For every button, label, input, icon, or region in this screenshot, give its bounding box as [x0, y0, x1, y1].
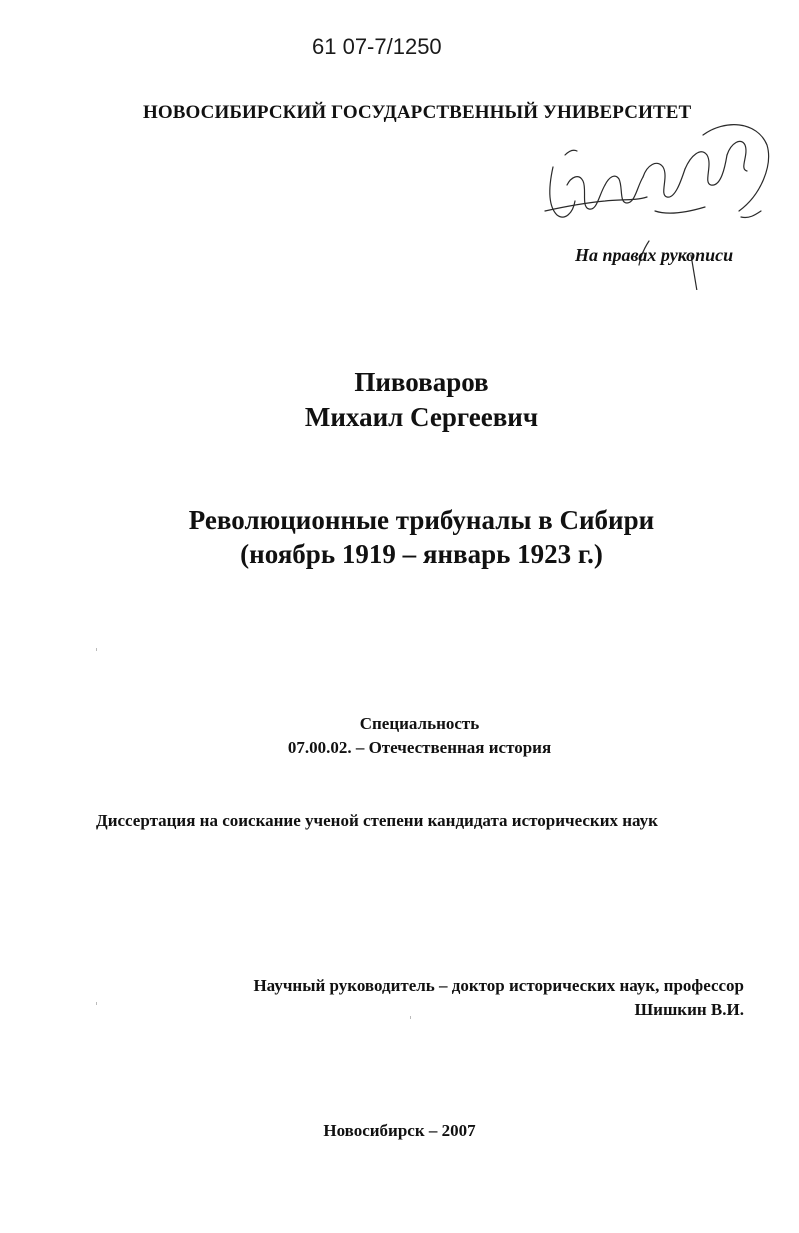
dissertation-degree: Диссертация на соискание ученой степени кандидата исторических наук [96, 811, 658, 830]
scan-speck [410, 1016, 411, 1019]
advisor-name: Шишкин В.И. [634, 1000, 744, 1019]
dissertation-title-line-2: (ноябрь 1919 – январь 1923 г.) [240, 539, 603, 569]
advisor-position: Научный руководитель – доктор исторических наук, профессор [253, 976, 744, 995]
dissertation-title-line-1: Революционные трибуналы в Сибири [188, 505, 655, 535]
city-year: Новосибирск – 2007 [323, 1121, 476, 1140]
speciality-label: Специальность [359, 714, 480, 733]
scan-speck [96, 648, 97, 651]
author-surname: Пивоваров [354, 367, 489, 397]
scan-speck [96, 1002, 97, 1005]
rights-note: На правах рукописи [575, 245, 734, 265]
university-name: НОВОСИБИРСКИЙ ГОСУДАРСТВЕННЫЙ УНИВЕРСИТЕТ [143, 102, 692, 123]
speciality-value: 07.00.02. – Отечественная история [287, 738, 552, 757]
registration-code: 61 07-7/1250 [312, 34, 442, 59]
author-given-names: Михаил Сергеевич [304, 402, 539, 432]
